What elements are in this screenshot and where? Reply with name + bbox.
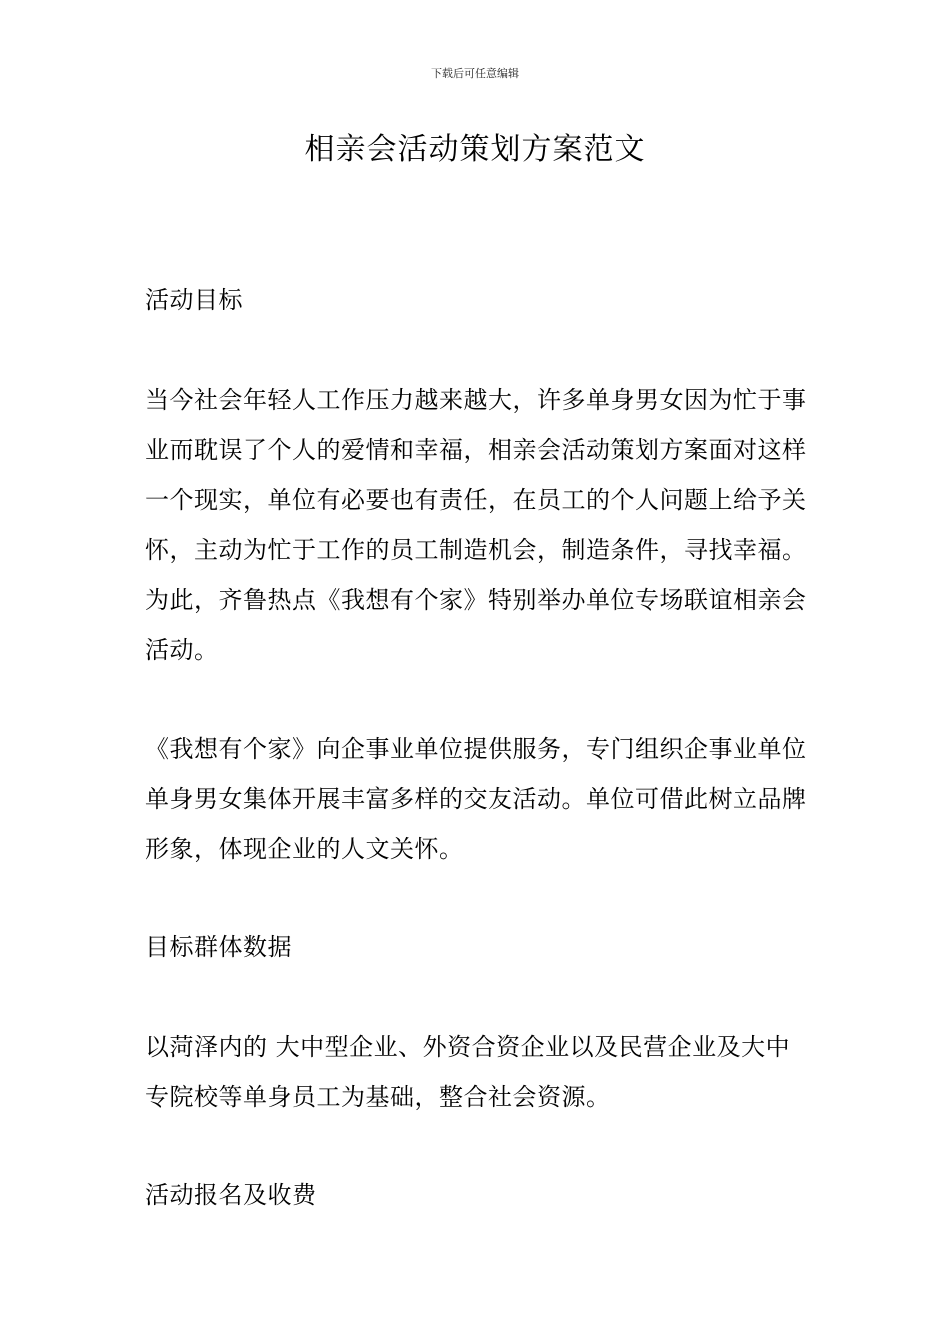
paragraph: 当今社会年轻人工作压力越来越大，许多单身男女因为忙于事业而耽误了个人的爱情和幸福，相亲会活动策划方案面对这样一个现实，单位有必要也有责任，在员工的个人问题上给予关怀，主动为忙于工作的员工制造机会，制造条件，寻找幸福。为此，齐鲁热点《我想有个家》特别举办单位专场联谊相亲会活动。 [145,386,807,664]
paragraph: 以菏泽内的 大中型企业、外资合资企业以及民营企业及大中专院校等单身员工为基础，整合社会资源。 [145,1033,791,1111]
header-note: 下载后可任意编辑 [431,67,519,80]
section-heading-activity-goal: 活动目标 [145,286,243,314]
section-heading-target-group: 目标群体数据 [145,933,292,961]
document-title: 相亲会活动策划方案范文 [304,132,646,167]
section-heading-registration-fees: 活动报名及收费 [145,1181,317,1209]
paragraph: 《我想有个家》向企事业单位提供服务，专门组织企事业单位单身男女集体开展丰富多样的交友活动。单位可借此树立品牌形象，体现企业的人文关怀。 [145,735,807,863]
